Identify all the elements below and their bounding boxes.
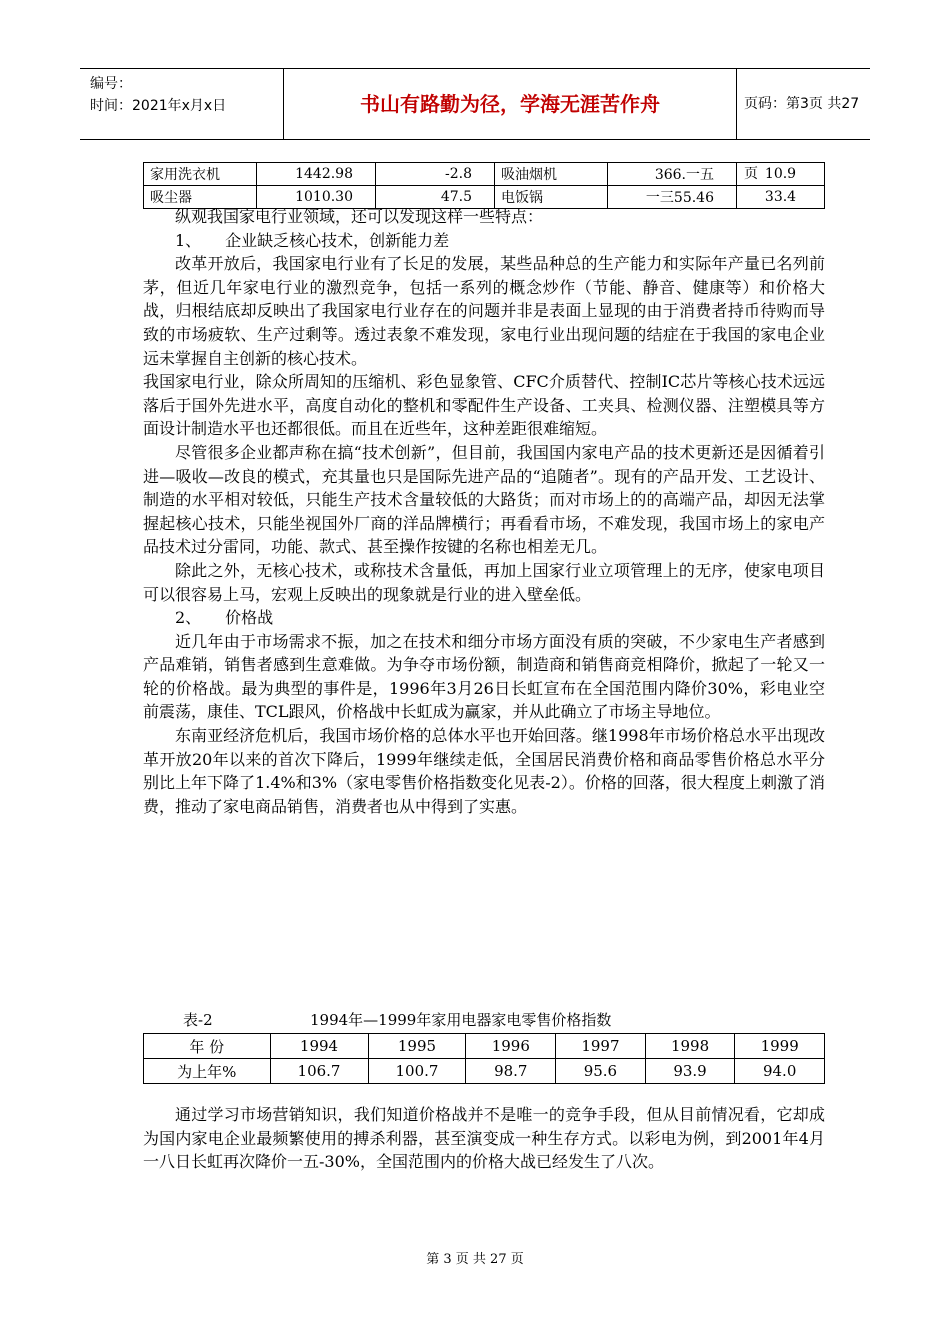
table-cell: 10.9 (737, 163, 825, 186)
price-index-table (143, 1033, 825, 1084)
table-cell: 吸油烟机 (495, 163, 608, 186)
table-header-row (144, 1034, 825, 1059)
page-footer: 第 3 页 共 27 页 (426, 1252, 524, 1267)
table-cell: 吸尘器 (144, 186, 257, 209)
table-label: 表-2 (183, 1011, 213, 1029)
table-row (144, 1059, 825, 1084)
table-cell: 95.6 (556, 1059, 646, 1084)
table-cell: 94.0 (735, 1059, 825, 1084)
table-cell: 一三55.46 (608, 186, 737, 209)
table-cell: 家用洗衣机 (144, 163, 257, 186)
table-cell: 33.4 (737, 186, 825, 209)
body-text (143, 205, 825, 818)
table-cell: 366.一五 (608, 163, 737, 186)
header-meta (90, 73, 226, 117)
table-cell: 1994 (270, 1034, 368, 1059)
table-row (144, 163, 825, 186)
header-motto: 书山有路勤为径，学海无涯苦作舟 (360, 92, 660, 116)
table-cell: 100.7 (368, 1059, 466, 1084)
paragraph: 除此之外，无核心技术，或称技术含量低，再加上国家行业立项管理上的无序，使家电项目可以很容易上马，宏观上反映出的现象就是行业的进入壁垒低。 (143, 560, 825, 604)
table-cell: 47.5 (376, 186, 495, 209)
table-cell: 106.7 (270, 1059, 368, 1084)
document-date-label: 时间：2021年x月x日 (90, 98, 227, 114)
table-cell: 1996 (466, 1034, 556, 1059)
table-cell: 1998 (645, 1034, 735, 1059)
paragraph: 我国家电行业，除众所周知的压缩机、彩色显象管、CFC介质替代、控制IC芯片等核心技术远远落后于国外先进水平，高度自动化的整机和零配件生产设备、工夹具、检测仪器、注塑模具等方面设计制造水平也还都很低。而且在近些年，这种差距很难缩短。 (143, 372, 825, 439)
section-heading: 1、 企业缺乏核心技术，创新能力差 (175, 230, 450, 250)
paragraph: 近几年由于市场需求不振，加之在技术和细分市场方面没有质的突破，不少家电生产者感到产品难销，销售者感到生意难做。为争夺市场份额，制造商和销售商竞相降价，掀起了一轮又一轮的价格战。最为典型的事件是，1996年3月26日长虹宣布在全国范围内降价30%，彩电业空前震荡，康佳、TCL跟风，价格战中长虹成为赢家，并从此确立了市场主导地位。 (143, 631, 825, 722)
document-number-label: 编号： (90, 76, 132, 92)
table-cell: 1010.30 (257, 186, 376, 209)
paragraph: 纵观我国家电行业领域，还可以发现这样一些特点： (175, 207, 544, 226)
table-cell: 1442.98 (257, 163, 376, 186)
section-heading: 2、 价格战 (175, 608, 274, 628)
table-title: 1994年—1999年家用电器家电零售价格指数 (310, 1011, 612, 1029)
table-cell: 年 份 (144, 1034, 271, 1059)
table-cell: 93.9 (645, 1059, 735, 1084)
paragraph: 尽管很多企业都声称在搞“技术创新”，但目前，我国国内家电产品的技术更新还是因循着引进—吸收—改良的模式，充其量也只是国际先进产品的“追随者”。现有的产品开发、工艺设计、制造的水平相对较低，只能生产技术含量较低的大路货；而对市场上的的高端产品，却因无法掌握起核心技术，只能坐视国外厂商的洋品牌横行；再看看市场，不难发现，我国市场上的家电产品技术过分雷同，功能、款式、甚至操作按键的名称也相差无几。 (143, 442, 825, 557)
paragraph: 改革开放后，我国家电行业有了长足的发展，某些品种总的生产能力和实际年产量已名列前茅，但近几年家电行业的激烈竞争，包括一系列的概念炒作（节能、静音、健康等）和价格大战，归根结底却反映出了我国家电行业存在的问题并非是表面上显现的由于消费者持币待购而导致的市场疲软、生产过剩等。透过表象不难发现，家电行业出现问题的结症在于我国的家电企业远未掌握自主创新的核心技术。 (143, 254, 825, 368)
table-cell: 98.7 (466, 1059, 556, 1084)
header-page-number: 页码：第3页 共27页 (744, 96, 860, 182)
table-cell: 1999 (735, 1034, 825, 1059)
paragraph: 东南亚经济危机后，我国市场价格的总体水平也开始回落。继1998年市场价格总水平出现改革开放20年以来的首次下降后，1999年继续走低，全国居民消费价格和商品零售价格总水平分别比上年下降了1.4%和3%（家电零售价格指数变化见表-2）。价格的回落，很大程度上刺激了消费，推动了家电商品销售，消费者也从中得到了实惠。 (143, 726, 825, 816)
table-cell: -2.8 (376, 163, 495, 186)
closing-text (143, 1103, 825, 1174)
table-cell: 1995 (368, 1034, 466, 1059)
table-cell: 1997 (556, 1034, 646, 1059)
table-cell: 为上年% (144, 1059, 271, 1084)
paragraph: 通过学习市场营销知识，我们知道价格战并不是唯一的竞争手段，但从目前情况看，它却成为国内家电企业最频繁使用的搏杀利器，甚至演变成一种生存方式。以彩电为例，到2001年4月一八日长虹再次降价一五-30%，全国范围内的价格大战已经发生了八次。 (143, 1105, 825, 1172)
header-divider (736, 69, 737, 139)
appliance-growth-table (143, 162, 825, 209)
table-cell: 电饭锅 (495, 186, 608, 209)
